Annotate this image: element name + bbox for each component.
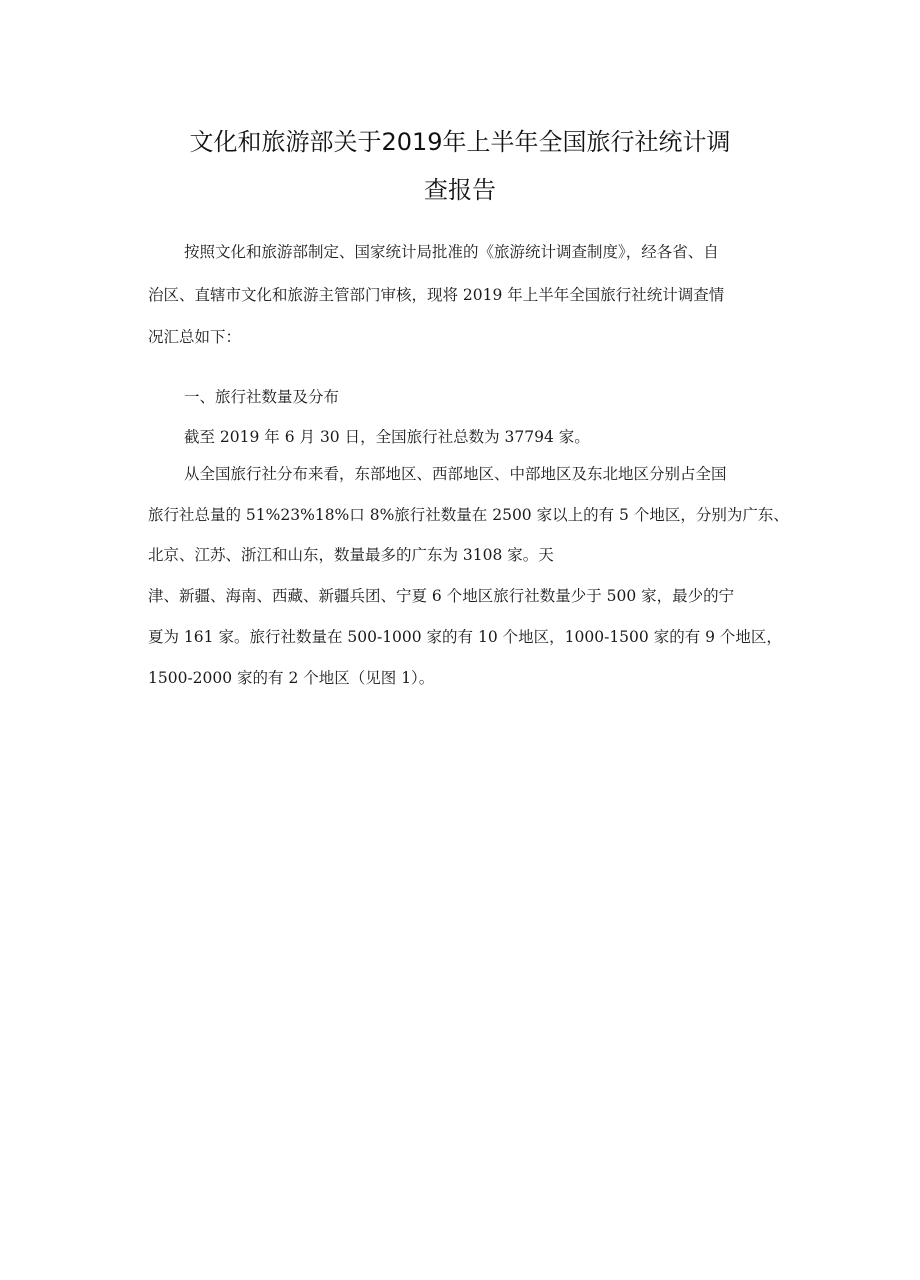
intro-line-2: 治区、直辖市文化和旅游主管部门审核，现将 2019 年上半年全国旅行社统计调查情 [148,286,725,304]
distribution-line-4: 津、新疆、海南、西藏、新疆兵团、宁夏 6 个地区旅行社数量少于 500 家，最少的宁 [148,587,735,605]
distribution-line-6: 1500-2000 家的有 2 个地区（见图 1）。 [148,669,435,687]
distribution-line-3: 北京、江苏、浙江和山东，数量最多的广东为 3108 家。天 [148,546,554,564]
intro-line-3: 况汇总如下： [148,328,242,346]
document-title-line-1: 文化和旅游部关于2019年上半年全国旅行社统计调 [189,128,731,156]
intro-line-1: 按照文化和旅游部制定、国家统计局批准的《旅游统计调查制度》，经各省、自 [184,243,719,261]
section-1-heading: 一、旅行社数量及分布 [184,388,340,406]
document-title-line-2: 查报告 [424,176,496,204]
distribution-line-1: 从全国旅行社分布来看，东部地区、西部地区、中部地区及东北地区分别占全国 [184,465,727,483]
total-agencies-line: 截至 2019 年 6 月 30 日，全国旅行社总数为 37794 家。 [184,428,590,446]
distribution-line-5: 夏为 161 家。旅行社数量在 500-1000 家的有 10 个地区，1000-1500 家的有 9 个地区， [148,628,782,646]
distribution-line-2: 旅行社总量的 51%23%18%口 8%旅行社数量在 2500 家以上的有 5 个地区，分别为广东、 [148,506,789,524]
